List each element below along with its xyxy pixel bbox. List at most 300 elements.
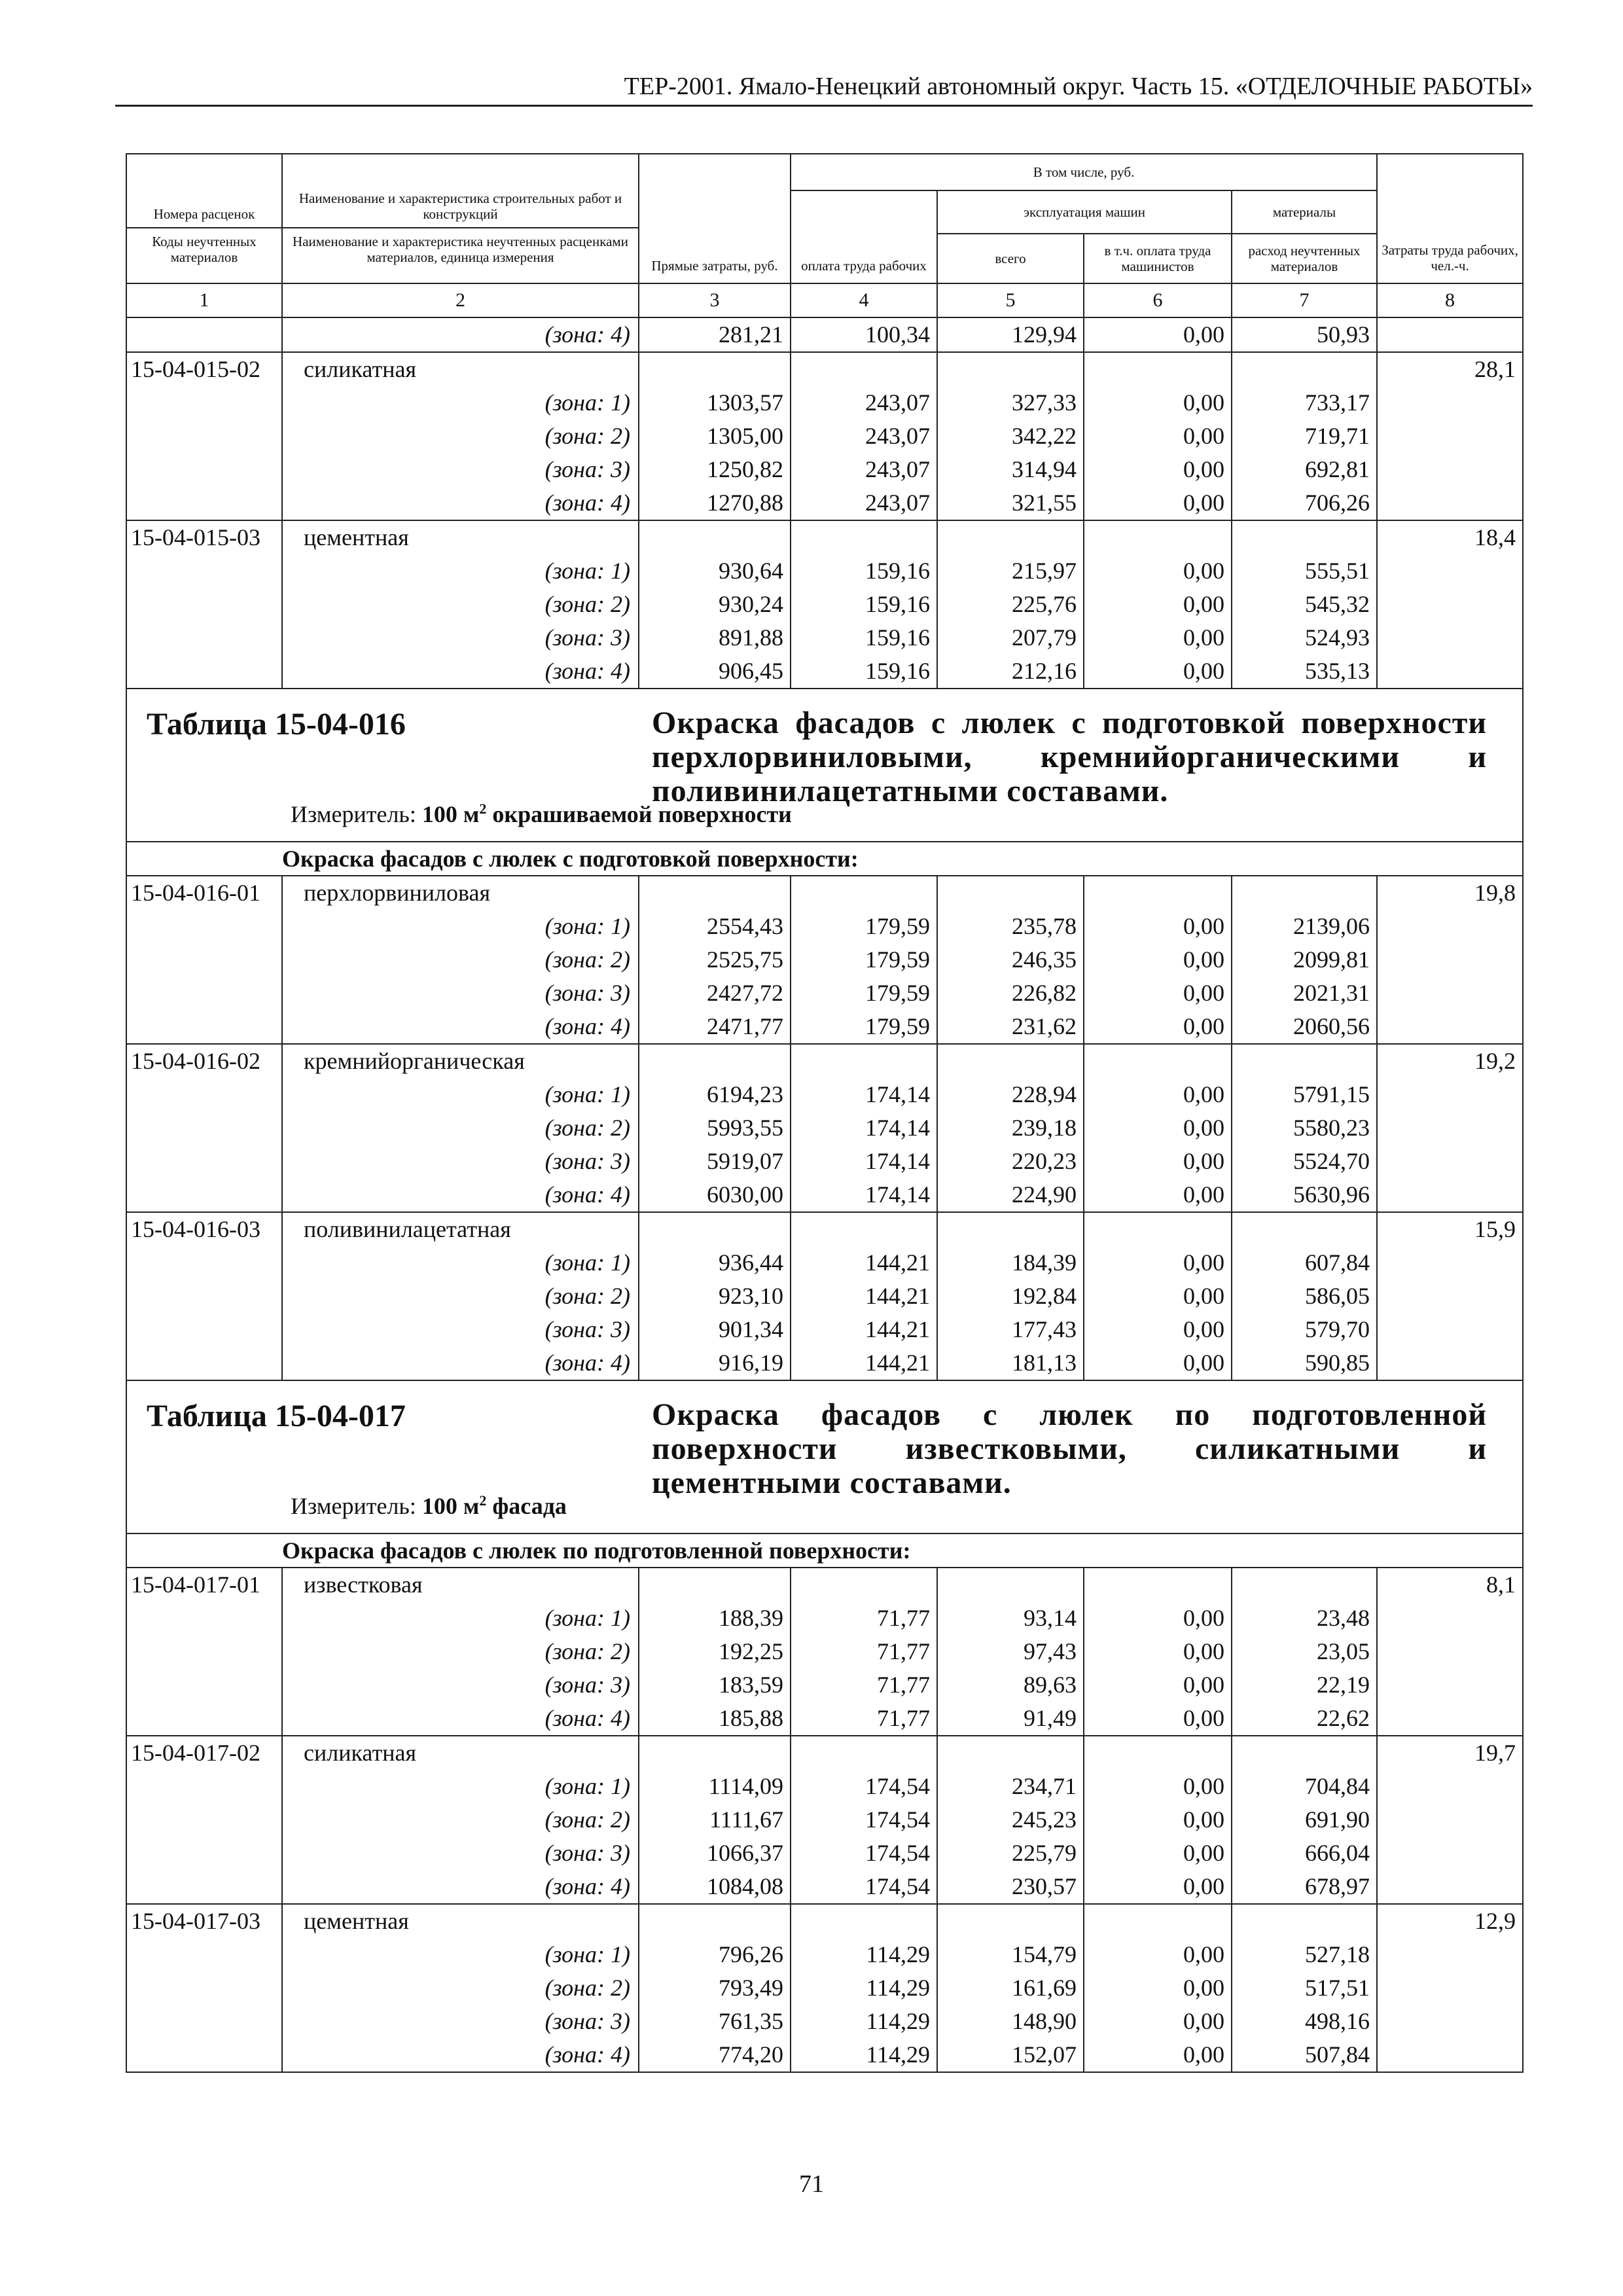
- rate-row: [126, 1044, 1523, 1078]
- zone-label: (зона: 4): [282, 1346, 639, 1380]
- col-index: 3: [639, 283, 791, 317]
- rate-code: 15-04-017-01: [126, 1568, 282, 1602]
- value-cell: [639, 1044, 791, 1078]
- unit-label: Измеритель:: [291, 1493, 416, 1519]
- table-row: [126, 1668, 1523, 1702]
- labor-cell: [1377, 317, 1523, 352]
- value-cell: 174,14: [791, 1078, 937, 1111]
- labor-cell: [1377, 1971, 1523, 2005]
- table-row: [126, 1837, 1523, 1870]
- value-cell: 144,21: [791, 1280, 937, 1313]
- value-cell: 774,20: [639, 2038, 791, 2072]
- col1-title: Номера расценок: [153, 206, 255, 222]
- zone-label: (зона: 1): [282, 910, 639, 943]
- value-cell: [1084, 1044, 1232, 1078]
- value-cell: [791, 876, 937, 910]
- labor-cell: [1377, 655, 1523, 689]
- value-cell: 0,00: [1084, 1313, 1232, 1346]
- labor-cell: [1377, 1870, 1523, 1904]
- labor-cell: [1377, 1280, 1523, 1313]
- table-row: [126, 1078, 1523, 1111]
- unit-power: 2: [479, 1492, 487, 1509]
- section-cell: [126, 1380, 1523, 1534]
- value-cell: 678,97: [1232, 1870, 1377, 1904]
- rate-name: поливинилацетатная: [282, 1212, 639, 1246]
- value-cell: 1114,09: [639, 1770, 791, 1803]
- value-cell: 5993,55: [639, 1111, 791, 1145]
- value-cell: [791, 1044, 937, 1078]
- incl-header: В том числе, руб.: [791, 154, 1377, 190]
- table-row: [126, 386, 1523, 420]
- value-cell: 2525,75: [639, 943, 791, 977]
- code-cell: [126, 1280, 282, 1313]
- value-cell: 0,00: [1084, 1837, 1232, 1870]
- rate-row: [126, 1904, 1523, 1938]
- labor-cell: [1377, 554, 1523, 588]
- value-cell: 5919,07: [639, 1145, 791, 1178]
- value-cell: 314,94: [937, 453, 1084, 486]
- value-cell: 555,51: [1232, 554, 1377, 588]
- value-cell: [791, 1212, 937, 1246]
- code-cell: [126, 1971, 282, 2005]
- unit-number: 100 м: [421, 801, 480, 827]
- value-cell: 0,00: [1084, 1280, 1232, 1313]
- value-cell: 666,04: [1232, 1837, 1377, 1870]
- value-cell: 212,16: [937, 655, 1084, 689]
- code-cell: [126, 317, 282, 352]
- labor-cell: [1377, 1078, 1523, 1111]
- subheading: Окраска фасадов с люлек по подготовленной поверхности:: [282, 1534, 1523, 1568]
- value-cell: 342,22: [937, 420, 1084, 453]
- value-cell: [639, 520, 791, 554]
- code-cell: [126, 1178, 282, 1212]
- unit-rest: фасада: [492, 1493, 567, 1519]
- code-cell: [126, 1938, 282, 1971]
- value-cell: 327,33: [937, 386, 1084, 420]
- zone-label: (зона: 1): [282, 554, 639, 588]
- code-cell: [126, 1246, 282, 1280]
- value-cell: 2471,77: [639, 1010, 791, 1044]
- labor-cell: [1377, 1313, 1523, 1346]
- value-cell: 0,00: [1084, 1635, 1232, 1668]
- zone-label: (зона: 4): [282, 1702, 639, 1736]
- col-index: 7: [1232, 283, 1377, 317]
- value-cell: 230,57: [937, 1870, 1084, 1904]
- section-cell: [126, 689, 1523, 842]
- table-row: [126, 1602, 1523, 1635]
- code-cell: [126, 1870, 282, 1904]
- value-cell: 234,71: [937, 1770, 1084, 1803]
- value-cell: 179,59: [791, 910, 937, 943]
- labor-cell: [1377, 1178, 1523, 1212]
- col8-title: Затраты труда рабочих, чел.-ч.: [1377, 154, 1523, 283]
- zone-label: (зона: 2): [282, 1803, 639, 1837]
- code-cell: [126, 1668, 282, 1702]
- value-cell: 159,16: [791, 621, 937, 655]
- table-row: [126, 943, 1523, 977]
- subheading: Окраска фасадов с люлек с подготовкой поверхности:: [282, 842, 1523, 876]
- value-cell: 100,34: [791, 317, 937, 352]
- labor-cell: [1377, 1246, 1523, 1280]
- table-row: [126, 910, 1523, 943]
- zone-label: (зона: 3): [282, 1313, 639, 1346]
- code-cell: [126, 1602, 282, 1635]
- col-names-header: [282, 154, 639, 283]
- value-cell: 243,07: [791, 386, 937, 420]
- col2-subtitle: Наименование и характеристика неучтенных расценками материалов, единица измерения: [283, 227, 638, 269]
- zone-label: (зона: 2): [282, 1635, 639, 1668]
- value-cell: 1305,00: [639, 420, 791, 453]
- value-cell: 174,14: [791, 1111, 937, 1145]
- value-cell: 2060,56: [1232, 1010, 1377, 1044]
- labor-cell: [1377, 1145, 1523, 1178]
- code-cell: [126, 621, 282, 655]
- code-cell: [126, 1803, 282, 1837]
- value-cell: 245,23: [937, 1803, 1084, 1837]
- labor-value: 19,8: [1377, 876, 1523, 910]
- value-cell: 545,32: [1232, 588, 1377, 621]
- value-cell: 0,00: [1084, 486, 1232, 520]
- value-cell: 0,00: [1084, 1246, 1232, 1280]
- table-row: [126, 977, 1523, 1010]
- value-cell: [1084, 352, 1232, 386]
- value-cell: [1232, 520, 1377, 554]
- value-cell: 174,14: [791, 1145, 937, 1178]
- value-cell: 691,90: [1232, 1803, 1377, 1837]
- value-cell: 0,00: [1084, 977, 1232, 1010]
- code-cell: [126, 910, 282, 943]
- value-cell: [937, 1736, 1084, 1770]
- rate-name: перхлорвиниловая: [282, 876, 639, 910]
- labor-value: 8,1: [1377, 1568, 1523, 1602]
- value-cell: [1232, 1568, 1377, 1602]
- zone-label: (зона: 1): [282, 1938, 639, 1971]
- col1-subtitle: Коды неучтенных материалов: [127, 227, 281, 269]
- rate-row: [126, 520, 1523, 554]
- code-cell: [126, 1313, 282, 1346]
- value-cell: 0,00: [1084, 1770, 1232, 1803]
- value-cell: 225,79: [937, 1837, 1084, 1870]
- value-cell: 0,00: [1084, 1111, 1232, 1145]
- value-cell: 243,07: [791, 420, 937, 453]
- value-cell: 761,35: [639, 2005, 791, 2038]
- value-cell: 2021,31: [1232, 977, 1377, 1010]
- col-index: 6: [1084, 283, 1232, 317]
- value-cell: 154,79: [937, 1938, 1084, 1971]
- unit-value: [422, 1493, 567, 1519]
- zone-label: (зона: 4): [282, 2038, 639, 2072]
- code-cell: [126, 386, 282, 420]
- value-cell: [639, 352, 791, 386]
- rate-code: 15-04-015-02: [126, 352, 282, 386]
- rate-row: [126, 352, 1523, 386]
- labor-cell: [1377, 910, 1523, 943]
- zone-label: (зона: 4): [282, 1870, 639, 1904]
- labor-cell: [1377, 1668, 1523, 1702]
- value-cell: [1232, 1044, 1377, 1078]
- labor-cell: [1377, 1346, 1523, 1380]
- value-cell: 535,13: [1232, 655, 1377, 689]
- value-cell: 50,93: [1232, 317, 1377, 352]
- value-cell: 188,39: [639, 1602, 791, 1635]
- value-cell: 179,59: [791, 1010, 937, 1044]
- value-cell: 192,84: [937, 1280, 1084, 1313]
- value-cell: 0,00: [1084, 1078, 1232, 1111]
- value-cell: 174,14: [791, 1178, 937, 1212]
- value-cell: 174,54: [791, 1837, 937, 1870]
- table-section-header: [126, 689, 1523, 842]
- value-cell: 207,79: [937, 621, 1084, 655]
- table-row: [126, 2005, 1523, 2038]
- labor-value: 19,2: [1377, 1044, 1523, 1078]
- col3-title: Прямые затраты, руб.: [639, 154, 791, 283]
- value-cell: 1303,57: [639, 386, 791, 420]
- labor-cell: [1377, 486, 1523, 520]
- col-index: 8: [1377, 283, 1523, 317]
- materials-header: материалы: [1232, 190, 1377, 234]
- value-cell: 796,26: [639, 1938, 791, 1971]
- value-cell: [937, 520, 1084, 554]
- value-cell: 181,13: [937, 1346, 1084, 1380]
- column-index-row: [126, 283, 1523, 317]
- value-cell: 0,00: [1084, 588, 1232, 621]
- value-cell: 174,54: [791, 1870, 937, 1904]
- value-cell: 22,19: [1232, 1668, 1377, 1702]
- rate-name: цементная: [282, 520, 639, 554]
- value-cell: 1066,37: [639, 1837, 791, 1870]
- value-cell: 0,00: [1084, 943, 1232, 977]
- subheading-spacer: [126, 842, 282, 876]
- value-cell: 923,10: [639, 1280, 791, 1313]
- zone-label: (зона: 2): [282, 1971, 639, 2005]
- value-cell: 1250,82: [639, 453, 791, 486]
- value-cell: 174,54: [791, 1803, 937, 1837]
- value-cell: 152,07: [937, 2038, 1084, 2072]
- value-cell: 215,97: [937, 554, 1084, 588]
- value-cell: 906,45: [639, 655, 791, 689]
- value-cell: 586,05: [1232, 1280, 1377, 1313]
- value-cell: [1232, 1904, 1377, 1938]
- zone-label: (зона: 3): [282, 621, 639, 655]
- value-cell: [639, 1904, 791, 1938]
- table-row: [126, 1870, 1523, 1904]
- value-cell: 0,00: [1084, 1178, 1232, 1212]
- code-cell: [126, 2005, 282, 2038]
- value-cell: [1232, 352, 1377, 386]
- rate-code: 15-04-016-02: [126, 1044, 282, 1078]
- value-cell: 228,94: [937, 1078, 1084, 1111]
- table-row: [126, 1971, 1523, 2005]
- value-cell: 2139,06: [1232, 910, 1377, 943]
- value-cell: 0,00: [1084, 1870, 1232, 1904]
- value-cell: 692,81: [1232, 453, 1377, 486]
- value-cell: [1084, 1568, 1232, 1602]
- zone-label: (зона: 1): [282, 1602, 639, 1635]
- value-cell: 144,21: [791, 1313, 937, 1346]
- zone-label: (зона: 3): [282, 1145, 639, 1178]
- code-cell: [126, 1770, 282, 1803]
- table-row: [126, 1702, 1523, 1736]
- code-cell: [126, 1702, 282, 1736]
- zone-label: (зона: 2): [282, 1111, 639, 1145]
- value-cell: 177,43: [937, 1313, 1084, 1346]
- value-cell: 0,00: [1084, 1938, 1232, 1971]
- value-cell: 0,00: [1084, 910, 1232, 943]
- value-cell: 174,54: [791, 1770, 937, 1803]
- value-cell: 930,24: [639, 588, 791, 621]
- labor-cell: [1377, 420, 1523, 453]
- rate-row: [126, 1568, 1523, 1602]
- value-cell: 71,77: [791, 1635, 937, 1668]
- table-row: [126, 554, 1523, 588]
- value-cell: 0,00: [1084, 1010, 1232, 1044]
- labor-cell: [1377, 943, 1523, 977]
- value-cell: 220,23: [937, 1145, 1084, 1178]
- table-row: [126, 655, 1523, 689]
- value-cell: 0,00: [1084, 453, 1232, 486]
- value-cell: 129,94: [937, 317, 1084, 352]
- value-cell: 1270,88: [639, 486, 791, 520]
- value-cell: 0,00: [1084, 1668, 1232, 1702]
- value-cell: 0,00: [1084, 386, 1232, 420]
- table-row: [126, 1145, 1523, 1178]
- labor-cell: [1377, 1938, 1523, 1971]
- table-row: [126, 1111, 1523, 1145]
- value-cell: 719,71: [1232, 420, 1377, 453]
- value-cell: 524,93: [1232, 621, 1377, 655]
- zone-label: (зона: 1): [282, 386, 639, 420]
- section-id: Таблица 15-04-016: [147, 707, 406, 742]
- value-cell: 161,69: [937, 1971, 1084, 2005]
- value-cell: [791, 1568, 937, 1602]
- value-cell: 148,90: [937, 2005, 1084, 2038]
- value-cell: 71,77: [791, 1668, 937, 1702]
- col-index: 2: [282, 283, 639, 317]
- labor-value: 18,4: [1377, 520, 1523, 554]
- subheading-row: [126, 1534, 1523, 1568]
- value-cell: 239,18: [937, 1111, 1084, 1145]
- table-row: [126, 621, 1523, 655]
- rate-name: цементная: [282, 1904, 639, 1938]
- rates-table: [126, 153, 1524, 2073]
- unit-value: [422, 801, 792, 827]
- value-cell: 91,49: [937, 1702, 1084, 1736]
- value-cell: 93,14: [937, 1602, 1084, 1635]
- table-section-header: [126, 1380, 1523, 1534]
- labor-cell: [1377, 621, 1523, 655]
- code-cell: [126, 1635, 282, 1668]
- value-cell: 507,84: [1232, 2038, 1377, 2072]
- value-cell: 179,59: [791, 977, 937, 1010]
- value-cell: 2427,72: [639, 977, 791, 1010]
- value-cell: 23,05: [1232, 1635, 1377, 1668]
- value-cell: 527,18: [1232, 1938, 1377, 1971]
- value-cell: 1111,67: [639, 1803, 791, 1837]
- value-cell: 144,21: [791, 1346, 937, 1380]
- value-cell: [639, 1212, 791, 1246]
- zone-label: (зона: 3): [282, 453, 639, 486]
- code-cell: [126, 588, 282, 621]
- value-cell: 891,88: [639, 621, 791, 655]
- labor-cell: [1377, 1111, 1523, 1145]
- rate-code: 15-04-016-03: [126, 1212, 282, 1246]
- labor-cell: [1377, 2005, 1523, 2038]
- value-cell: 930,64: [639, 554, 791, 588]
- code-cell: [126, 420, 282, 453]
- rate-code: 15-04-017-03: [126, 1904, 282, 1938]
- labor-cell: [1377, 1702, 1523, 1736]
- labor-value: 19,7: [1377, 1736, 1523, 1770]
- section-inner: [147, 706, 1503, 831]
- value-cell: [1084, 1904, 1232, 1938]
- value-cell: 243,07: [791, 486, 937, 520]
- value-cell: 224,90: [937, 1178, 1084, 1212]
- rate-row: [126, 876, 1523, 910]
- value-cell: 114,29: [791, 2005, 937, 2038]
- code-cell: [126, 1010, 282, 1044]
- rate-code: 15-04-015-03: [126, 520, 282, 554]
- value-cell: 321,55: [937, 486, 1084, 520]
- value-cell: 225,76: [937, 588, 1084, 621]
- code-cell: [126, 1837, 282, 1870]
- rate-row: [126, 1212, 1523, 1246]
- value-cell: 243,07: [791, 453, 937, 486]
- value-cell: [937, 1904, 1084, 1938]
- value-cell: [1084, 876, 1232, 910]
- value-cell: 0,00: [1084, 1602, 1232, 1635]
- value-cell: 5630,96: [1232, 1178, 1377, 1212]
- table-row: [126, 588, 1523, 621]
- table-row: [126, 453, 1523, 486]
- table-row: [126, 317, 1523, 352]
- value-cell: 231,62: [937, 1010, 1084, 1044]
- table-row: [126, 1010, 1523, 1044]
- value-cell: 0,00: [1084, 1346, 1232, 1380]
- value-cell: 246,35: [937, 943, 1084, 977]
- code-cell: [126, 1111, 282, 1145]
- zone-label: (зона: 2): [282, 588, 639, 621]
- unit-label: Измеритель:: [291, 801, 416, 827]
- value-cell: 183,59: [639, 1668, 791, 1702]
- value-cell: 590,85: [1232, 1346, 1377, 1380]
- col2-title: Наименование и характеристика строительных работ и конструкций: [298, 190, 622, 222]
- zone-label: (зона: 3): [282, 1837, 639, 1870]
- value-cell: 89,63: [937, 1668, 1084, 1702]
- section-title: Окраска фасадов с люлек с подготовкой поверхности перхлорвиниловыми, кремнийорганическими и поливинилацетатными составами.: [652, 706, 1487, 808]
- value-cell: [937, 876, 1084, 910]
- value-cell: 185,88: [639, 1702, 791, 1736]
- section-inner: [147, 1398, 1503, 1522]
- value-cell: [639, 876, 791, 910]
- zone-label: (зона: 4): [282, 1010, 639, 1044]
- value-cell: 226,82: [937, 977, 1084, 1010]
- value-cell: [791, 1736, 937, 1770]
- zone-label: (зона: 2): [282, 943, 639, 977]
- labor-value: 28,1: [1377, 352, 1523, 386]
- value-cell: [937, 1212, 1084, 1246]
- col-codes-header: [126, 154, 282, 283]
- value-cell: 0,00: [1084, 1971, 1232, 2005]
- table-row: [126, 1770, 1523, 1803]
- rate-code: 15-04-017-02: [126, 1736, 282, 1770]
- labor-cell: [1377, 977, 1523, 1010]
- rate-code: 15-04-016-01: [126, 876, 282, 910]
- table-row: [126, 2038, 1523, 2072]
- table-row: [126, 1280, 1523, 1313]
- unit-rest: окрашиваемой поверхности: [492, 801, 792, 827]
- value-cell: [639, 1568, 791, 1602]
- value-cell: 22,62: [1232, 1702, 1377, 1736]
